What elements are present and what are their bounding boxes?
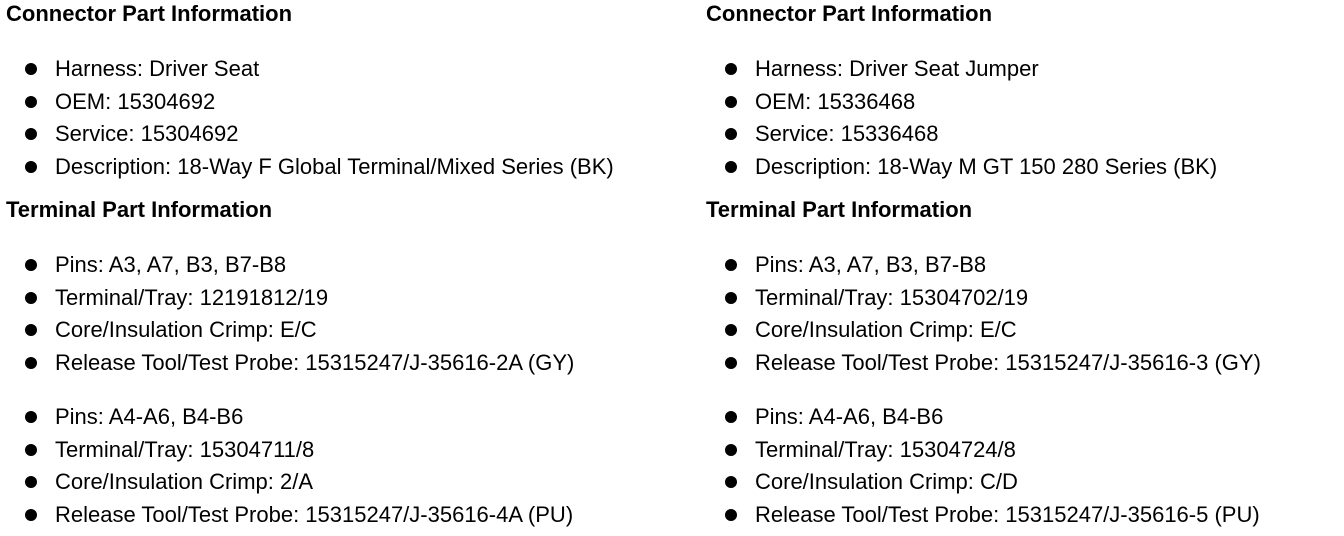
terminal-group-list [6, 249, 574, 380]
bullet-icon [725, 259, 737, 271]
item-text: Pins: A3, A7, B3, B7-B8 [55, 252, 287, 277]
bullet-icon [725, 128, 737, 140]
list-item [706, 314, 1261, 347]
item-text: Terminal/Tray: 15304724/8 [755, 436, 1016, 462]
list-item [6, 86, 614, 119]
list-item [706, 401, 1260, 434]
list-item [6, 53, 614, 86]
bullet-icon [725, 476, 737, 488]
list-item [706, 434, 1260, 467]
bullet-icon [725, 411, 737, 423]
connector-part-heading: Connector Part Information [6, 1, 293, 26]
bullet-icon [25, 96, 37, 108]
item-text: Pins: A4-A6, B4-B6 [755, 404, 944, 429]
bullet-icon [25, 411, 37, 423]
bullet-icon [725, 357, 737, 369]
list-item [6, 118, 614, 151]
item-text: Description: 18-Way F Global Terminal/Mixed Series (BK) [55, 154, 614, 180]
item-text: Terminal/Tray: 15304711/8 [55, 436, 315, 462]
list-item [706, 118, 1217, 151]
item-text: Release Tool/Test Probe: 15315247/J-35616-2A (GY) [55, 350, 575, 376]
bullet-icon [25, 324, 37, 336]
list-item [6, 347, 574, 380]
connector-part-list [706, 53, 1217, 184]
terminal-group-list [706, 249, 1261, 380]
list-item [706, 53, 1217, 86]
item-text: Terminal/Tray: 12191812/19 [55, 284, 329, 310]
item-text: Release Tool/Test Probe: 15315247/J-35616-3 (GY) [755, 350, 1261, 376]
terminal-group-list [6, 401, 573, 532]
bullet-icon [25, 476, 37, 488]
item-text: Pins: A4-A6, B4-B6 [55, 404, 244, 429]
bullet-icon [25, 509, 37, 521]
bullet-icon [725, 292, 737, 304]
bullet-icon [25, 259, 37, 271]
item-text: Pins: A3, A7, B3, B7-B8 [755, 252, 987, 277]
list-item [706, 249, 1261, 282]
bullet-icon [25, 63, 37, 75]
terminal-part-heading: Terminal Part Information [706, 197, 973, 222]
list-item [6, 282, 574, 315]
item-text: Harness: Driver Seat Jumper [755, 56, 1039, 81]
bullet-icon [25, 128, 37, 140]
item-text: Harness: Driver Seat [55, 56, 260, 81]
item-text: OEM: 15304692 [55, 88, 216, 114]
list-item [6, 249, 574, 282]
list-item [6, 499, 573, 532]
list-item [6, 434, 573, 467]
item-text: Core/Insulation Crimp: E/C [755, 317, 1017, 343]
list-item [706, 347, 1261, 380]
list-item [706, 86, 1217, 119]
bullet-icon [725, 444, 737, 456]
list-item [6, 151, 614, 184]
item-text: Service: 15336468 [755, 121, 939, 147]
terminal-part-heading: Terminal Part Information [6, 197, 273, 222]
bullet-icon [725, 63, 737, 75]
list-item [706, 499, 1260, 532]
item-text: Release Tool/Test Probe: 15315247/J-35616-5 (PU) [755, 502, 1260, 528]
connector-part-heading: Connector Part Information [706, 1, 993, 26]
item-text: Core/Insulation Crimp: 2/A [55, 469, 313, 495]
bullet-icon [725, 161, 737, 173]
bullet-icon [25, 161, 37, 173]
item-text: OEM: 15336468 [755, 88, 916, 114]
bullet-icon [25, 292, 37, 304]
item-text: Terminal/Tray: 15304702/19 [755, 284, 1029, 310]
terminal-group-list [706, 401, 1260, 532]
list-item [6, 401, 573, 434]
list-item [706, 282, 1261, 315]
item-text: Core/Insulation Crimp: E/C [55, 317, 317, 343]
bullet-icon [25, 357, 37, 369]
connector-part-list [6, 53, 614, 184]
list-item [6, 466, 573, 499]
bullet-icon [725, 324, 737, 336]
bullet-icon [725, 509, 737, 521]
list-item [706, 151, 1217, 184]
list-item [6, 314, 574, 347]
item-text: Core/Insulation Crimp: C/D [755, 469, 1018, 495]
item-text: Release Tool/Test Probe: 15315247/J-35616-4A (PU) [55, 502, 574, 528]
list-item [706, 466, 1260, 499]
item-text: Description: 18-Way M GT 150 280 Series (BK) [755, 154, 1218, 180]
item-text: Service: 15304692 [55, 121, 239, 147]
bullet-icon [25, 444, 37, 456]
bullet-icon [725, 96, 737, 108]
